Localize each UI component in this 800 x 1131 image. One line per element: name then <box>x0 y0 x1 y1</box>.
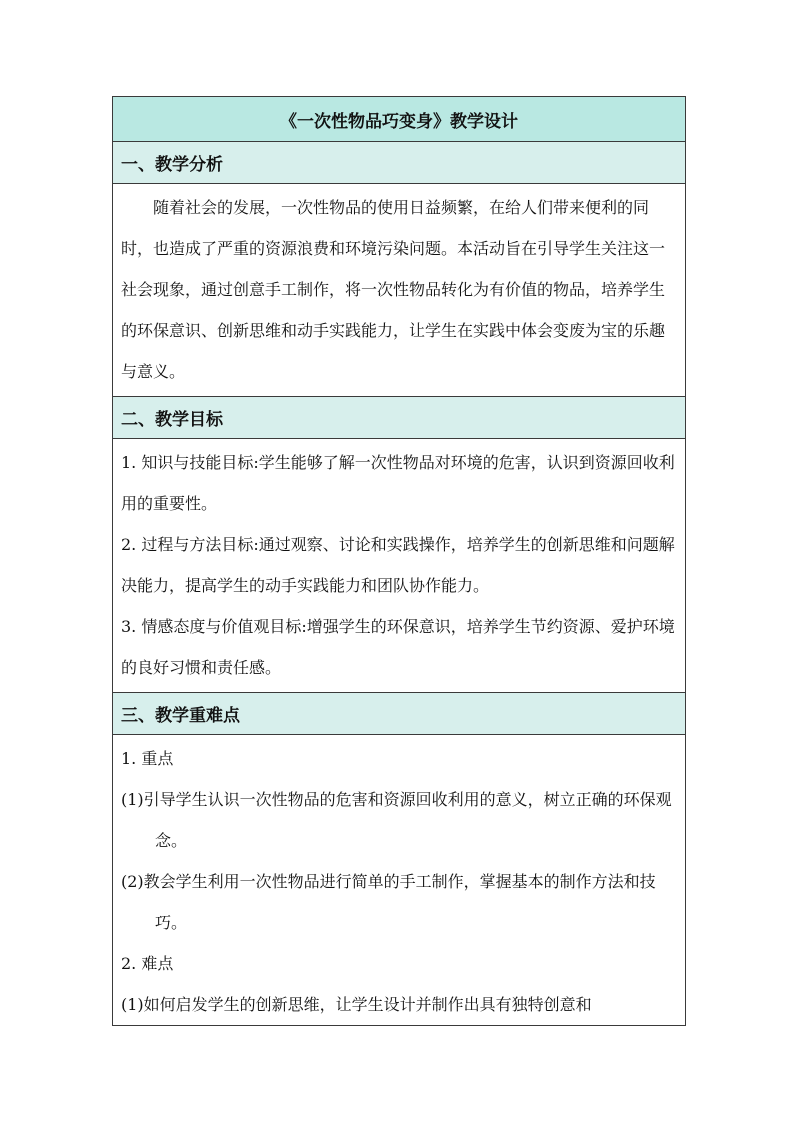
section-heading-keypoints: 三、教学重难点 <box>113 692 685 734</box>
section-heading-goals: 二、教学目标 <box>113 396 685 438</box>
section-heading-analysis: 一、教学分析 <box>113 141 685 183</box>
document-title: 《一次性物品巧变身》教学设计 <box>113 97 685 141</box>
goal-item: 2. 过程与方法目标:通过观察、讨论和实践操作，培养学生的创新思维和问题解决能力，提高学生的动手实践能力和团队协作能力。 <box>121 535 675 595</box>
analysis-paragraph: 随着社会的发展，一次性物品的使用日益频繁，在给人们带来便利的同时，也造成了严重的资源浪费和环境污染问题。本活动旨在引导学生关注这一社会现象，通过创意手工制作，将一次性物品转化为有价值的物品，培养学生的环保意识、创新思维和动手实践能力，让学生在实践中体会变废为宝的乐趣与意义。 <box>121 198 666 381</box>
goal-item: 3. 情感态度与价值观目标:增强学生的环保意识，培养学生节约资源、爱护环境的良好习惯和责任感。 <box>121 617 675 677</box>
key-item: (1)引导学生认识一次性物品的危害和资源回收利用的意义，树立正确的环保观念。 <box>121 790 672 850</box>
difficult-label: 2. 难点 <box>121 954 174 973</box>
section-body-analysis <box>113 183 685 396</box>
key-item: (2)教会学生利用一次性物品进行简单的手工制作，掌握基本的制作方法和技巧。 <box>121 872 656 932</box>
lesson-plan-table <box>112 96 686 1026</box>
key-label: 1. 重点 <box>121 749 174 768</box>
goal-item: 1. 知识与技能目标:学生能够了解一次性物品对环境的危害，认识到资源回收利用的重要性。 <box>121 453 675 513</box>
section-body-goals <box>113 438 685 692</box>
section-body-keypoints <box>113 734 685 1025</box>
difficult-item: (1)如何启发学生的创新思维，让学生设计并制作出具有独特创意和 <box>121 995 592 1014</box>
